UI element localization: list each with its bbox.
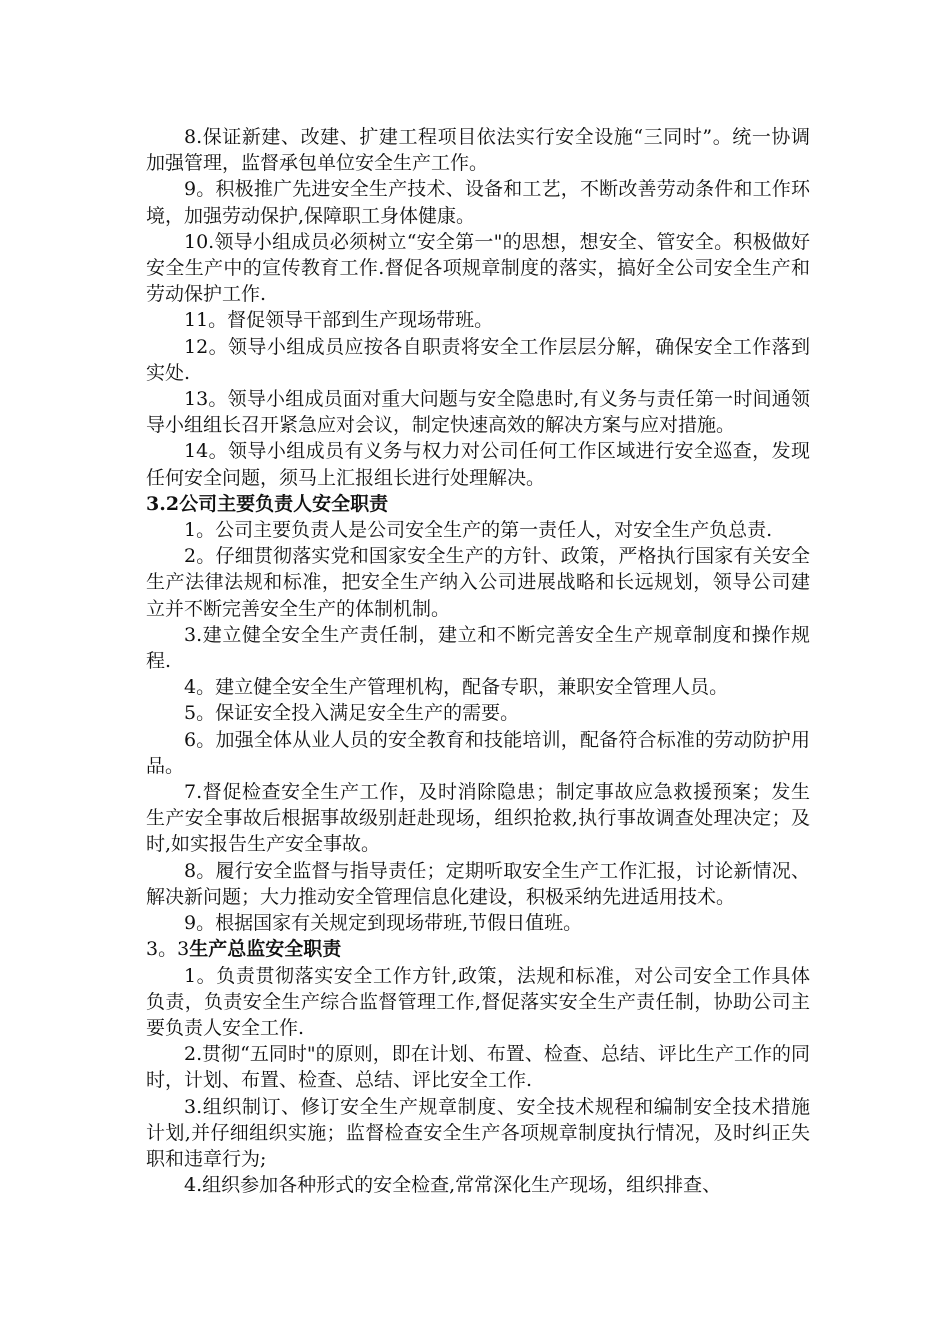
section-heading-3-3 — [146, 936, 810, 962]
paragraph-item-8: 8.保证新建、改建、扩建工程项目依法实行安全设施“三同时”。统一协调加强管理，监督承包单位安全生产工作。 — [146, 126, 810, 175]
section-title: 公司主要负责人安全职责 — [179, 492, 389, 515]
paragraph-item-3: 3.建立健全安全生产责任制，建立和不断完善安全生产规章制度和操作规程. — [146, 623, 810, 673]
section-heading-3-2 — [146, 491, 810, 517]
paragraph-item-14: 14。领导小组成员有义务与权力对公司任何工作区域进行安全巡查，发现任何安全问题，须马上汇报组长进行处理解决。 — [146, 440, 810, 489]
paragraph-item-1: 1。公司主要负责人是公司安全生产的第一责任人，对安全生产负总责. — [184, 519, 773, 542]
paragraph-item-4: 4。建立健全安全生产管理机构，配备专职，兼职安全管理人员。 — [184, 676, 729, 699]
paragraph-item-9: 9。积极推广先进安全生产技术、设备和工艺，不断改善劳动条件和工作环境，加强劳动保护,保障职工身体健康。 — [146, 178, 810, 227]
paragraph-item-2: 2。仔细贯彻落实党和国家安全生产的方针、政策，严格执行国家有关安全生产法律法规和标准，把安全生产纳入公司进展战略和长远规划，领导公司建立并不断完善安全生产的体制机制。 — [146, 545, 810, 620]
paragraph-item-1: 1。负责贯彻落实安全工作方针,政策，法规和标准，对公司安全工作具体负责，负责安全生产综合监督管理工作,督促落实安全生产责任制，协助公司主要负责人安全工作. — [146, 964, 810, 1039]
paragraph-item-11: 11。督促领导干部到生产现场带班。 — [184, 309, 494, 332]
paragraph-item-10: 10.领导小组成员必须树立“安全第一"的思想，想安全、管安全。积极做好安全生产中的宣传教育工作.督促各项规章制度的落实，搞好全公司安全生产和劳动保护工作. — [146, 230, 810, 306]
paragraph-item-6: 6。加强全体从业人员的安全教育和技能培训，配备符合标准的劳动防护用品。 — [146, 728, 810, 777]
paragraph-item-12: 12。领导小组成员应按各自职责将安全工作层层分解，确保安全工作落到实处. — [146, 335, 810, 384]
paragraph-item-9: 9。根据国家有关规定到现场带班,节假日值班。 — [184, 912, 583, 935]
section-number: 3。3 — [146, 938, 190, 961]
document-page — [146, 124, 810, 1198]
paragraph-item-7: 7.督促检查安全生产工作，及时消除隐患；制定事故应急救援预案；发生生产安全事故后根据事故级别赶赴现场，组织抢救,执行事故调查处理决定；及时,如实报告生产安全事故。 — [146, 781, 810, 856]
paragraph-item-4: 4.组织参加各种形式的安全检查,常常深化生产现场，组织排查、 — [184, 1174, 722, 1197]
section-number: 3.2 — [146, 492, 180, 515]
paragraph-item-5: 5。保证安全投入满足安全生产的需要。 — [184, 702, 520, 725]
paragraph-item-13: 13。领导小组成员面对重大问题与安全隐患时,有义务与责任第一时间通领导小组组长召开紧急应对会议，制定快速高效的解决方案与应对措施。 — [146, 388, 810, 437]
paragraph-item-8: 8。履行安全监督与指导责任；定期听取安全生产工作汇报，讨论新情况、解决新问题；大力推动安全管理信息化建设，积极采纳先进适用技术。 — [146, 859, 810, 908]
paragraph-item-3: 3.组织制订、修订安全生产规章制度、安全技术规程和编制安全技术措施计划,并仔细组织实施；监督检查安全生产各项规章制度执行情况，及时纠正失职和违章行为; — [146, 1095, 810, 1170]
paragraph-item-2: 2.贯彻“五同时"的原则，即在计划、布置、检查、总结、评比生产工作的同时，计划、布置、检查、总结、评比安全工作. — [146, 1043, 810, 1092]
section-title: 生产总监安全职责 — [189, 938, 342, 961]
